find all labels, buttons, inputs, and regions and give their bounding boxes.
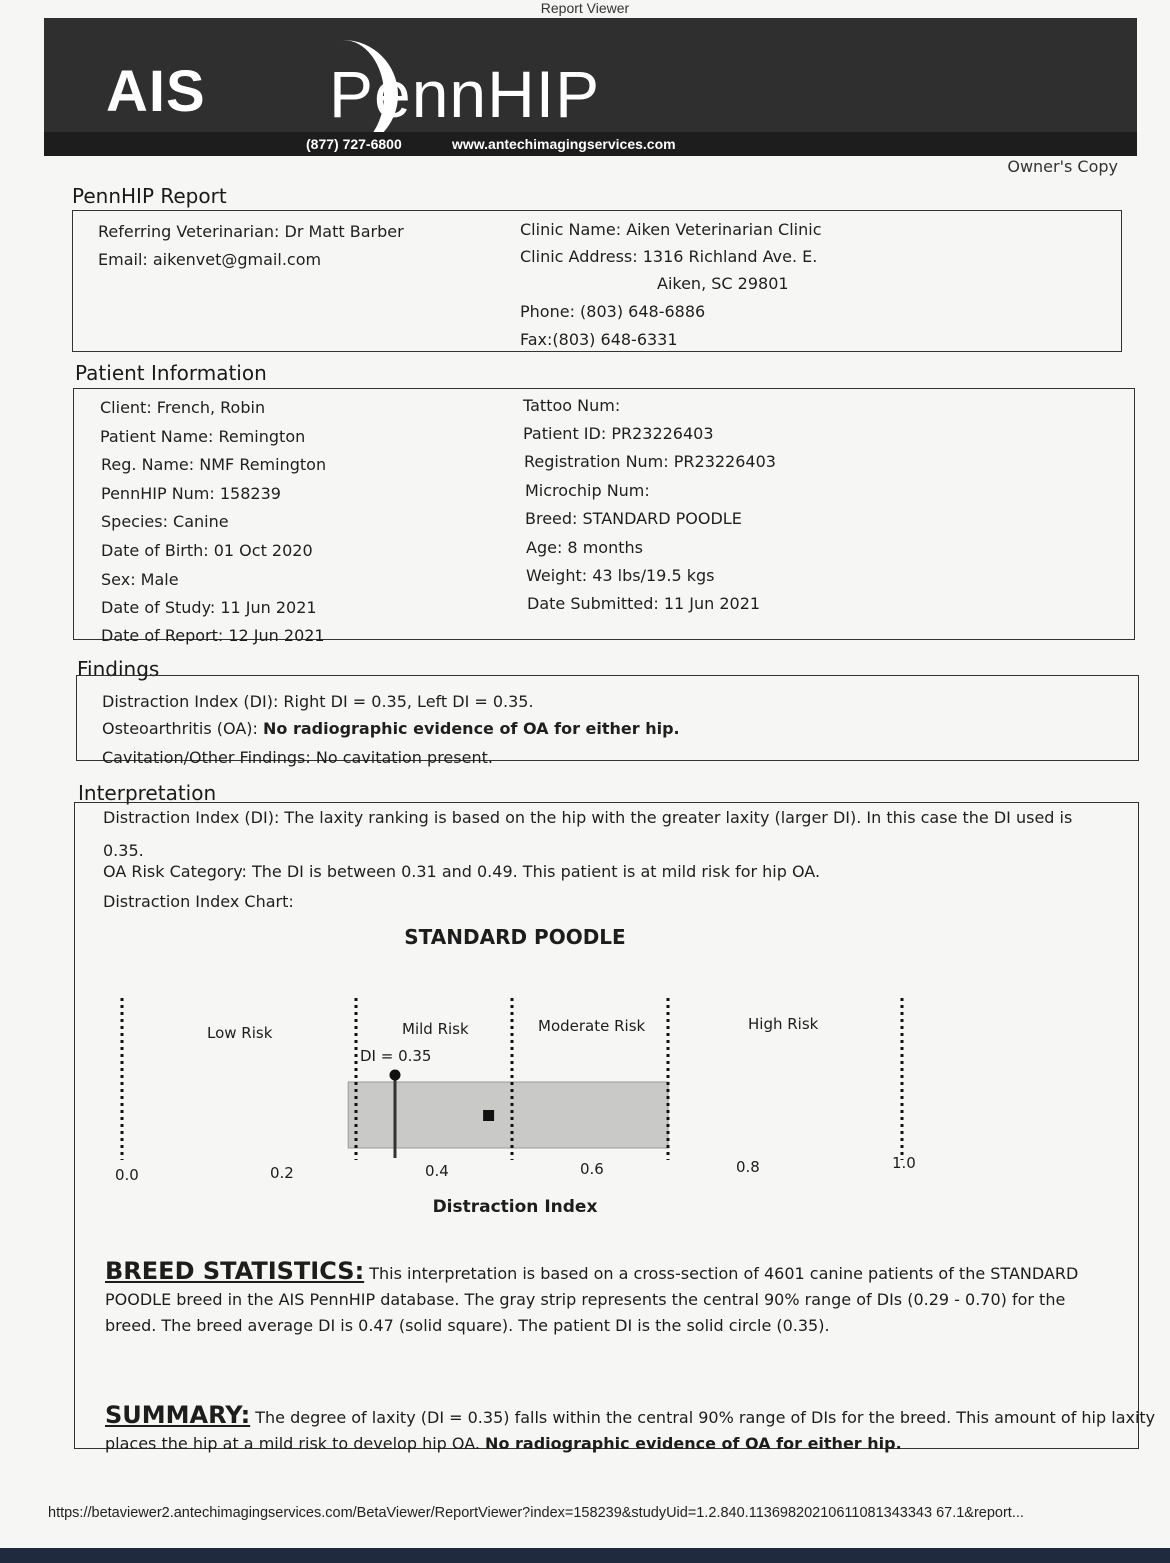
breed-statistics-text: This interpretation is based on a cross-section of 4601 canine patients of the STANDARD POODLE breed in the AIS PennHIP database. The gray strip represents the central 90% range of DIs (0.29 - 0.70) for the breed. The breed average DI is 0.47 (solid square). The patient DI is the solid circle (0.35). xyxy=(105,1264,1079,1335)
di-chart-svg xyxy=(100,980,940,1180)
header-website: www.antechimagingservices.com xyxy=(452,136,676,152)
summary xyxy=(105,1402,1165,1457)
interpretation-title: Interpretation xyxy=(78,781,217,805)
patient-field: Sex: Male xyxy=(101,570,179,589)
owners-copy-label: Owner's Copy xyxy=(1007,157,1118,176)
summary-heading: SUMMARY: xyxy=(105,1401,251,1429)
patient-field: Client: French, Robin xyxy=(100,398,266,417)
patient-field: Patient ID: PR23226403 xyxy=(523,424,714,443)
findings-title: Findings xyxy=(77,657,160,681)
breed-statistics-heading: BREED STATISTICS: xyxy=(105,1257,365,1285)
summary-bold: No radiographic evidence of OA for either hip. xyxy=(485,1434,902,1453)
clinic-address: Clinic Address: 1316 Richland Ave. E. xyxy=(520,247,818,266)
patient-field: PennHIP Num: 158239 xyxy=(101,484,281,503)
referring-vet: Referring Veterinarian: Dr Matt Barber xyxy=(98,222,404,241)
interp-di: Distraction Index (DI): The laxity ranking is based on the hip with the greater laxity (larger DI). In this case the DI used is xyxy=(103,808,1073,827)
interp-di-value: 0.35. xyxy=(103,841,144,860)
clinic-address-city: Aiken, SC 29801 xyxy=(657,274,789,293)
patient-field: Date of Study: 11 Jun 2021 xyxy=(101,598,317,617)
breed-statistics xyxy=(105,1258,1115,1339)
patient-field: Patient Name: Remington xyxy=(100,427,306,446)
patient-field: Breed: STANDARD POODLE xyxy=(525,509,742,528)
patient-field: Microchip Num: xyxy=(525,481,650,500)
patient-field: Date Submitted: 11 Jun 2021 xyxy=(527,594,761,613)
clinic-name: Clinic Name: Aiken Veterinarian Clinic xyxy=(520,220,822,239)
patient-field: Weight: 43 lbs/19.5 kgs xyxy=(526,566,715,585)
chart-xlabel: Distraction Index xyxy=(432,1197,598,1217)
header-phone: (877) 727-6800 xyxy=(306,136,402,152)
patient-di-label: DI = 0.35 xyxy=(360,1047,432,1065)
di-chart xyxy=(100,980,940,1184)
bottom-bar xyxy=(0,1548,1170,1563)
patient-field: Date of Report: 12 Jun 2021 xyxy=(101,626,325,645)
patient-field: Reg. Name: NMF Remington xyxy=(101,455,327,474)
logo-ais: AIS xyxy=(106,59,206,124)
tick-label: 0.4 xyxy=(425,1162,449,1180)
clinic-phone: Phone: (803) 648-6886 xyxy=(520,302,706,321)
footer-url[interactable]: https://betaviewer2.antechimagingservices.com/BetaViewer/ReportViewer?index=158239&studyUid=1.2.840.11369820210611081343343 67.1&report... xyxy=(48,1505,1024,1521)
patient-di-circle xyxy=(390,1070,401,1081)
risk-label-high: High Risk xyxy=(748,1015,819,1033)
tick-label: 0.2 xyxy=(270,1164,294,1182)
patient-field: Species: Canine xyxy=(101,512,229,531)
breed-average-square xyxy=(483,1110,494,1121)
findings-oa-label: Osteoarthritis (OA): xyxy=(102,719,264,738)
vet-email: Email: aikenvet@gmail.com xyxy=(98,250,322,269)
tick-label: 1.0 xyxy=(892,1154,916,1172)
clinic-fax: Fax:(803) 648-6331 xyxy=(520,330,678,349)
findings-oa-value: No radiographic evidence of OA for either hip. xyxy=(263,719,680,738)
tick-label: 0.6 xyxy=(580,1160,604,1178)
tick-label: 0.0 xyxy=(115,1166,139,1184)
header-banner xyxy=(44,18,1137,156)
chart-title: STANDARD POODLE xyxy=(404,925,626,949)
patient-info-title: Patient Information xyxy=(75,361,267,385)
patient-field: Registration Num: PR23226403 xyxy=(524,452,776,471)
interp-chart-label: Distraction Index Chart: xyxy=(103,892,294,911)
interp-oa-risk: OA Risk Category: The DI is between 0.31 and 0.49. This patient is at mild risk for hip OA. xyxy=(103,862,821,881)
tick-label: 0.8 xyxy=(736,1158,760,1176)
findings-cavitation: Cavitation/Other Findings: No cavitation present. xyxy=(102,748,493,767)
logo-pennhip: PennHIP xyxy=(329,57,601,131)
patient-field: Tattoo Num: xyxy=(523,396,621,415)
patient-field: Date of Birth: 01 Oct 2020 xyxy=(101,541,313,560)
risk-label-mild: Mild Risk xyxy=(402,1020,469,1038)
findings-di: Distraction Index (DI): Right DI = 0.35, Left DI = 0.35. xyxy=(102,692,534,711)
browser-title: Report Viewer xyxy=(540,0,630,16)
summary-text: The degree of laxity (DI = 0.35) falls within the central 90% range of DIs for the breed. This amount of hip laxity places the hip at a mild risk to develop hip OA. xyxy=(105,1408,1156,1453)
findings-oa xyxy=(102,719,680,738)
patient-field: Age: 8 months xyxy=(526,538,643,557)
report-title: PennHIP Report xyxy=(72,184,227,208)
risk-label-moderate: Moderate Risk xyxy=(538,1017,646,1035)
risk-label-low: Low Risk xyxy=(207,1024,273,1042)
